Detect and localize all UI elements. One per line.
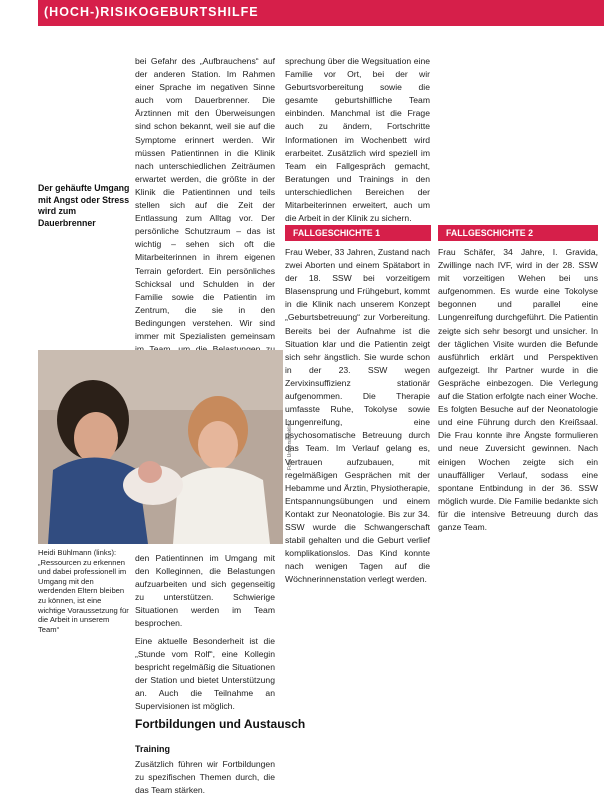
photo-midwives-with-baby [38, 350, 283, 544]
page-section-title: (HOCH-)RISIKOGEBURTSHILFE [44, 5, 259, 19]
subheading: Training [135, 744, 171, 754]
column-bottom-text: Zusätzlich führen wir Fortbildungen zu spezifischen Themen durch, die das Team stärken. [135, 759, 275, 796]
paragraph: den Patientinnen im Umgang mit den Kolleginnen, die Belastungen aufzuarbeiten und sich gegenseitig zu unterstützen. Schwierige Situationen werden im Team besprochen. [135, 553, 275, 629]
photo-illustration [38, 350, 283, 544]
case-2-text: Frau Schäfer, 34 Jahre, I. Gravida, Zwillinge nach IVF, wird in der 28. SSW mit vorzeitigen Wehen bei uns aufgenommen. Es wurde eine Tokolyse begonnen und parallel eine Lungenreifung durchgeführt. Die Patientin zeigte sich sehr besorgt und unsicher. In der täglichen Visite wurden die Befunde ausführlich erklärt und Perspektiven aufgezeigt. Ihr Partner wurde in die Gespräche einbezogen. Die Verlegung auf die Station erfolgte nach einer Woche. Es folgten Besuche auf der Neonatologie und eine Führung durch den Kreißsaal. Die Frau konnte ihre Ängste formulieren und neue Zuversicht gewinnen. Nach einigen Wochen zeigte sich ein unauffälliger Verlauf, sodass eine spontane Entbindung in der 36. SSW möglich wurde. Die Familie bedankte sich für die intensive Betreuung durch das ganze Team. [438, 247, 598, 532]
column-1-paragraph: bei Gefahr des „Aufbrauchens“ auf der anderen Station. Im Rahmen einer Sprache im negativen Sinne auch vom Dauerbrenner. Die Ärztinnen mit den Überweisungen sind schon bekannt, weil sie auf die Symptome erinnert werden. Wir müssen Patientinnen in die Klinik nach unterschiedlichen Zeiträumen erwartet werden, die größte in der Klinik die Patientinnen und teils stellen sich auf die Zeit der Entlassung zum Alltag vor. Der persönliche Schutzraum – das ist wichtig – sehen sich oft die Mitarbeiterinnen in ihrem eigenen Terrain gefordert. Ein persönliches Schicksal und Schulden in der Familie sowie die Patientin im Zentrum, die sie in den Bedingungen verstehen. Wir sind immer mit Spezialisten gemeinsam [135, 56, 275, 341]
paragraph: Eine aktuelle Besonderheit ist die „Stunde vom Rolf“, eine Kollegin bespricht regelmäßig die Situationen der Station und bietet Unterstützung an. Auch die Teilnahme an Supervisionen ist möglich. [135, 635, 275, 712]
photo-credit: Foto: Universitätsklinik [287, 419, 293, 470]
section-heading: Fortbildungen und Austausch [135, 717, 306, 731]
case-2-label: FALLGESCHICHTE 2 [438, 225, 598, 241]
case-1-label: FALLGESCHICHTE 1 [285, 225, 431, 241]
column-2-paragraph: sprechung über die Wegsituation eine Familie vor Ort, bei der wir Geburtsvorbereitung sowie die gesamte geburtshilfliche Team einbinden. Manchmal ist die Frage auch zu ändern, Fortschritte Informationen im Wochenbett wird erarbeitet. Zusätzlich wird speziell im Team ein Fallgespräch gemacht, Beratungen und Trainings in den unterschiedlichen Bereichen der Mitarbeiterinnen erweitert, auch um die Arbeit in der Klinik zu sichern. [285, 56, 430, 224]
column-after-photo [135, 552, 275, 717]
column-2-text [285, 55, 430, 225]
column-1-text [135, 55, 275, 395]
photo-caption: Heidi Bühlmann (links): „Ressourcen zu erkennen und dabei professionell im Umgang mit den werdenden Eltern bleiben zu können, ist eine wichtige Voraussetzung für die Arbeit in unserem Team“ [38, 548, 129, 634]
case-1-text: Frau Weber, 33 Jahren, Zustand nach zwei Aborten und einem Spätabort in der 18. SSW bei vorzeitigem Blasensprung und Frühgeburt, kommt in die Klinik nach unserem Konzept „Geburtsbetreuung“ zur Vorbereitung. Bereits bei der Aufnahme ist die Situation klar und die Patientin zeigt sich sehr ängstlich. Sie wurde schon in der 23. SSW wegen Zervixinsuffizienz stationär aufgenommen. Die Therapie umfasste Ruhe, Tokolyse sowie Lungenreifung, eine psychosomatische Betreuung durch das Team. Im Verlauf gelang es, Vertrauen aufzubauen, mit regelmäßigen Gesprächen mit der Hebamme und Ärztin, Physiotherapie, Entspannungsübungen und einem Kontakt zur Neonatologie. Bis zur 34. SSW wurde die Schwangerschaft stabil gehalten und die Geburt verlief komplikationslos. Das Kind konnte nach wenigen Tagen auf die Wöchnerinnenstation verlegt werden. [285, 247, 430, 585]
pull-quote: Der gehäufte Umgang mit Angst oder Stress wird zum Dauerbrenner [38, 183, 130, 228]
